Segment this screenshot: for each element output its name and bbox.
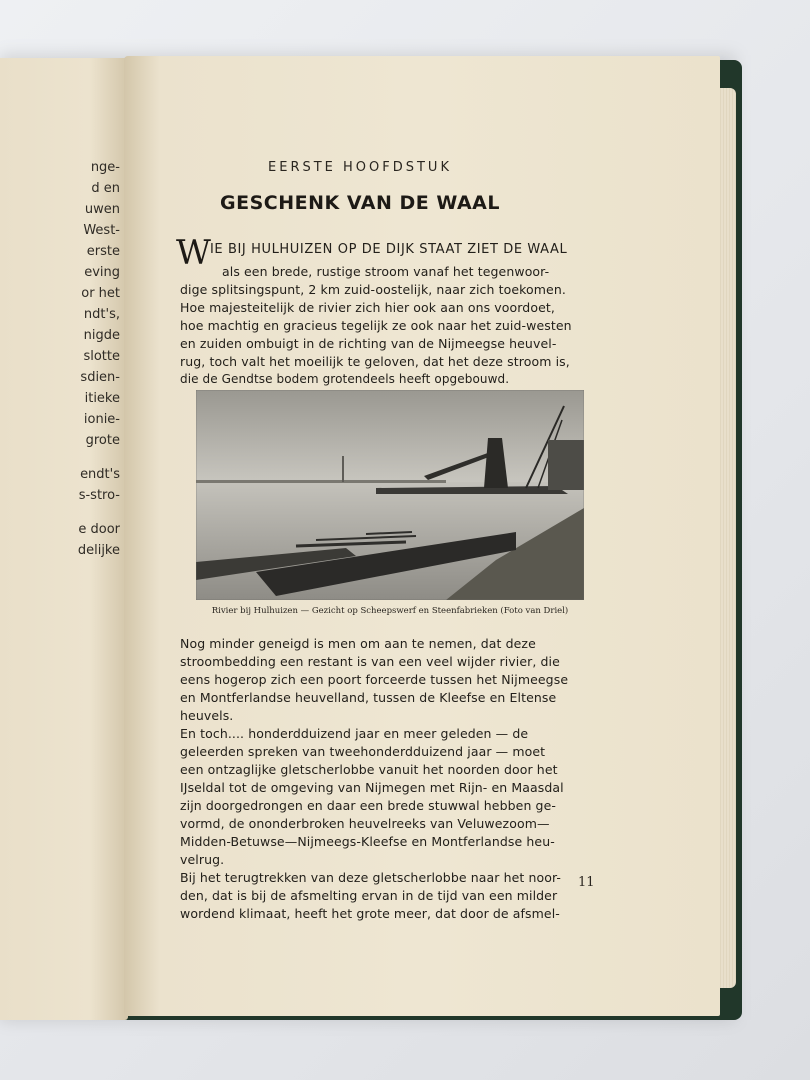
paragraph-line: en zuiden ombuigt in de richting van de Nijmeegse heuvel-: [180, 336, 557, 351]
paragraph-line: Bij het terugtrekken van deze gletscherlobbe naar het noor-: [180, 870, 562, 885]
paragraph-line: als een brede, rustige stroom vanaf het tegenwoor-: [222, 264, 550, 279]
photo-caption: Rivier bij Hulhuizen — Gezicht op Scheepswerf en Steenfabrieken (Foto van Driel): [211, 606, 569, 616]
paragraph-line: vormd, de ononderbroken heuvelreeks van Veluwezoom—: [180, 816, 550, 831]
paragraph-line: velrug.: [180, 852, 225, 867]
paragraph-line: stroombedding een restant is van een veel wijder rivier, die: [180, 654, 560, 669]
page-number: 11: [578, 875, 595, 890]
left-page-fragment: delijke: [77, 543, 120, 558]
river-photo: [196, 390, 584, 600]
paragraph-line: Nog minder geneigd is men om aan te nemen, dat deze: [180, 636, 536, 651]
left-page-fragment: or het: [81, 286, 120, 301]
paragraph-line: den, dat is bij de afsmelting ervan in de tijd van een milder: [180, 888, 558, 903]
left-page-fragment: ionie-: [83, 412, 120, 427]
paragraph-line: rug, toch valt het moeilijk te geloven, dat het deze stroom is,: [180, 354, 570, 369]
left-page: [0, 58, 128, 1020]
left-page-fragment: e door: [78, 522, 120, 537]
left-page-fragment: eving: [84, 265, 120, 280]
paragraph-line: een ontzaglijke gletscherlobbe vanuit het noorden door het: [180, 762, 558, 777]
chapter-label: EERSTE HOOFDSTUK: [268, 160, 452, 175]
left-page-fragment: nigde: [83, 328, 120, 343]
paragraph-line: hoe machtig en gracieus tegelijk ze ook naar het zuid-westen: [180, 318, 572, 333]
paragraph-line: Midden-Betuwse—Nijmeegs-Kleefse en Montferlandse heu-: [180, 834, 555, 849]
left-page-fragment: nge-: [90, 160, 120, 175]
left-page-fragment: West-: [83, 223, 120, 238]
chapter-title: GESCHENK VAN DE WAAL: [220, 192, 500, 214]
paragraph-line: en Montferlandse heuvelland, tussen de Kleefse en Eltense: [180, 690, 557, 705]
paragraph-line: zijn doorgedrongen en daar een brede stuwwal hebben ge-: [180, 798, 556, 813]
paragraph-line: Hoe majesteitelijk de rivier zich hier ook aan ons voordoet,: [180, 300, 555, 315]
left-page-fragment: grote: [85, 433, 120, 448]
paragraph-line: heuvels.: [180, 708, 234, 723]
left-page-fragment: s-stro-: [78, 488, 120, 503]
drop-cap: W: [176, 233, 211, 273]
left-page-fragment: sdien-: [80, 370, 120, 385]
paragraph-line: En toch.... honderdduizend jaar en meer geleden — de: [180, 726, 529, 741]
left-page-fragment: d en: [91, 181, 120, 196]
paragraph-line: eens hogerop zich een poort forceerde tussen het Nijmeegse: [180, 672, 569, 687]
paragraph-line: geleerden spreken van tweehonderdduizend jaar — moet: [180, 744, 546, 759]
paragraph-line: IE BIJ HULHUIZEN OP DE DIJK STAAT ZIET DE WAAL: [210, 242, 568, 257]
paragraph-line: wordend klimaat, heeft het grote meer, dat door de afsmel-: [180, 906, 560, 921]
left-page-fragment: endt's: [80, 467, 120, 482]
paragraph-line: die de Gendtse bodem grotendeels heeft opgebouwd.: [180, 372, 510, 386]
left-page-fragment: slotte: [83, 349, 120, 364]
paragraph-line: IJseldal tot de omgeving van Nijmegen met Rijn- en Maasdal: [180, 780, 564, 795]
left-page-fragment: uwen: [84, 202, 120, 217]
left-page-fragment: itieke: [84, 391, 120, 406]
paragraph-line: dige splitsingspunt, 2 km zuid-oostelijk, naar zich toekomen.: [180, 282, 566, 297]
left-page-fragment: erste: [86, 244, 120, 259]
left-page-fragment: ndt's,: [83, 307, 120, 322]
